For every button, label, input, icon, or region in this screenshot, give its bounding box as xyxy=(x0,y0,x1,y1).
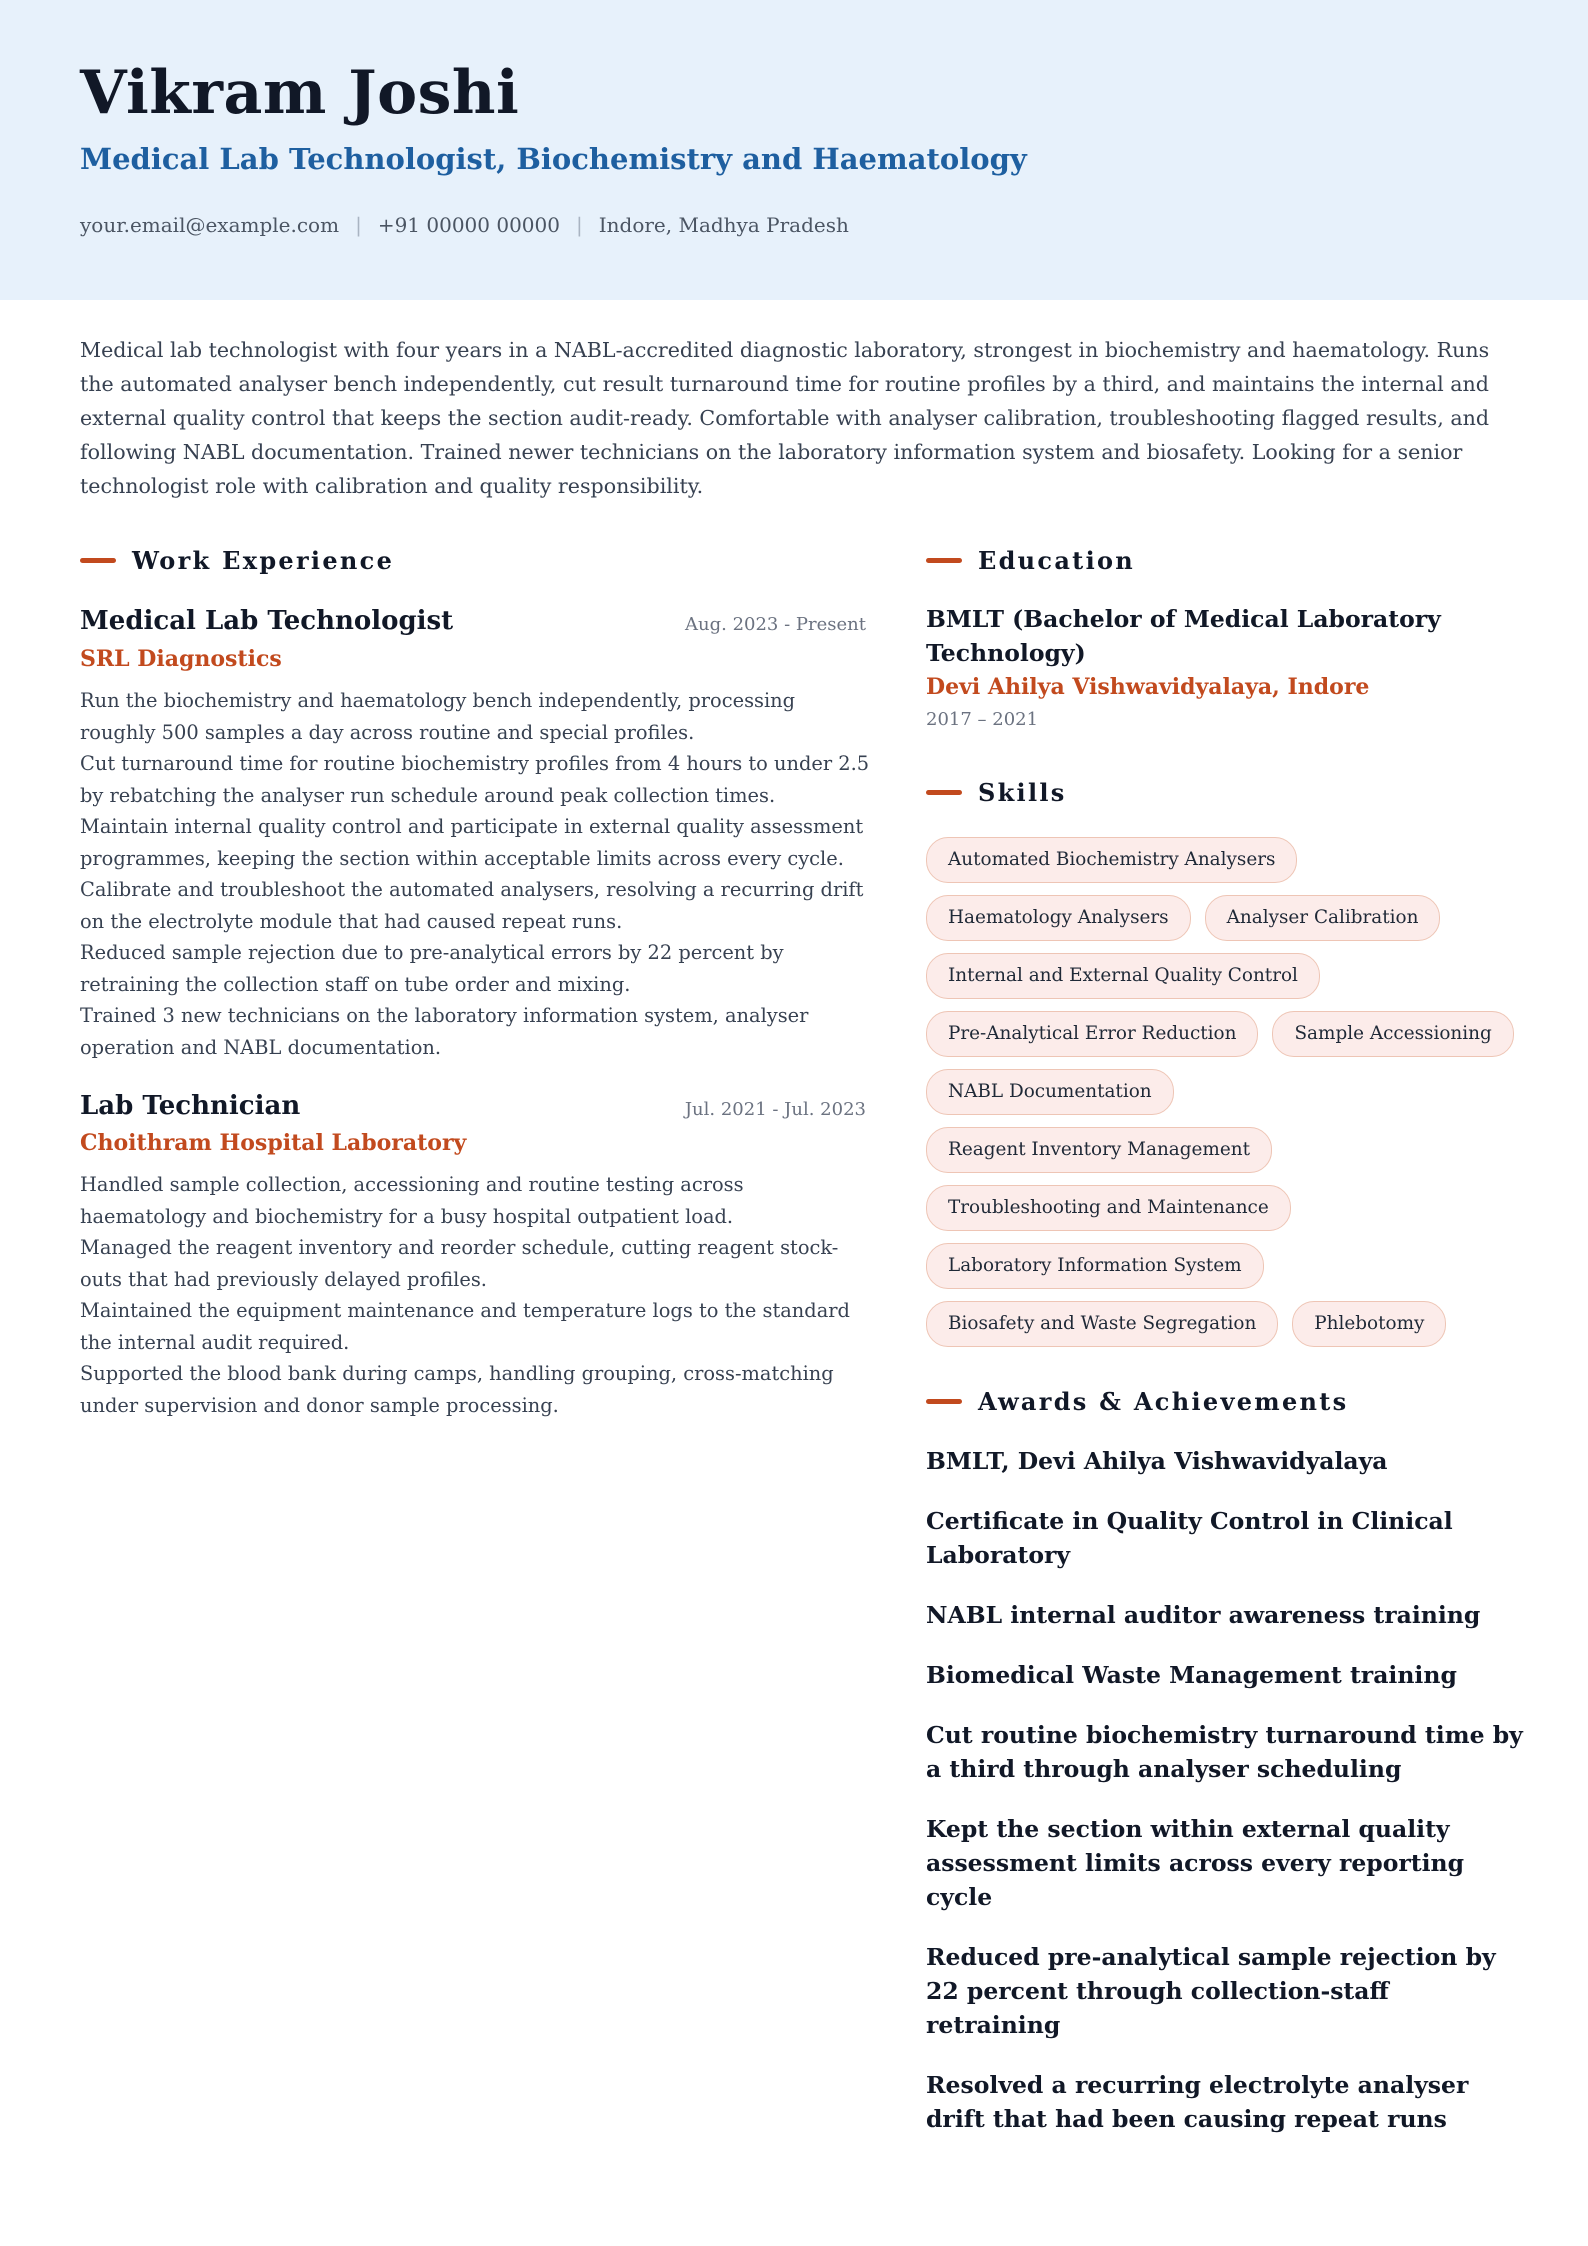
job-bullet: Maintained the equipment maintenance and temperature logs to the standard the internal audit required. xyxy=(80,1299,850,1354)
section-awards xyxy=(926,1387,1348,1416)
job-bullet: Cut turnaround time for routine biochemistry profiles from 4 hours to under 2.5 by rebatching the analyser run schedule around peak collection times. xyxy=(80,752,870,807)
section-accent-bar xyxy=(926,790,962,795)
job-bullet: Trained 3 new technicians on the laboratory information system, analyser operation and NABL documentation. xyxy=(80,1004,809,1059)
skill-chip: Internal and External Quality Control xyxy=(926,953,1320,999)
job-title: Lab Technician xyxy=(80,1091,301,1121)
award-item: Reduced pre-analytical sample rejection by 22 percent through collection-staff retraining xyxy=(926,1943,1496,2039)
award-item: Certificate in Quality Control in Clinical Laboratory xyxy=(926,1507,1453,1569)
contact-separator: | xyxy=(355,213,362,237)
job-title: Medical Lab Technologist xyxy=(80,606,454,636)
resume-header xyxy=(0,0,1588,300)
skill-chip: Analyser Calibration xyxy=(1205,895,1441,941)
education-degree: BMLT (Bachelor of Medical Laboratory Technology) xyxy=(926,605,1441,667)
award-item: NABL internal auditor awareness training xyxy=(926,1601,1481,1629)
profile-summary: Medical lab technologist with four years in a NABL-accredited diagnostic laboratory, strongest in biochemistry and haematology. Runs the automated analyser bench independently, cut result turnaround time for routine profiles by a third, and maintains the internal and external quality control that keeps the section audit-ready. Comfortable with analyser calibration, troubleshooting flagged results, and following NABL documentation. Trained newer technicians on the laboratory information system and biosafety. Looking for a senior technologist role with calibration and quality responsibility. xyxy=(80,338,1490,498)
award-item: Resolved a recurring electrolyte analyser drift that had been causing repeat runs xyxy=(926,2071,1469,2133)
skills-list xyxy=(926,837,1516,1359)
job-bullet: Run the biochemistry and haematology bench independently, processing roughly 500 samples a day across routine and special profiles. xyxy=(80,689,796,744)
job-bullet: Calibrate and troubleshoot the automated analysers, resolving a recurring drift on the electrolyte module that had caused repeat runs. xyxy=(80,878,864,933)
section-accent-bar xyxy=(80,558,116,563)
skill-chip: Automated Biochemistry Analysers xyxy=(926,837,1297,883)
section-skills xyxy=(926,778,1067,807)
skill-chip: Pre-Analytical Error Reduction xyxy=(926,1011,1258,1057)
section-work-experience xyxy=(80,546,394,575)
job-dates: Aug. 2023 - Present xyxy=(685,614,866,635)
job-bullet: Managed the reagent inventory and reorder schedule, cutting reagent stock-outs that had previously delayed profiles. xyxy=(80,1236,839,1291)
education-dates: 2017 – 2021 xyxy=(926,709,1039,730)
candidate-headline: Medical Lab Technologist, Biochemistry and Haematology xyxy=(80,142,1027,176)
contact-email[interactable]: your.email@example.com xyxy=(80,213,340,237)
job-bullet: Reduced sample rejection due to pre-analytical errors by 22 percent by retraining the collection staff on tube order and mixing. xyxy=(80,941,784,996)
skill-chip: Biosafety and Waste Segregation xyxy=(926,1301,1278,1347)
contact-line xyxy=(80,213,849,237)
award-item: Cut routine biochemistry turnaround time by a third through analyser scheduling xyxy=(926,1721,1523,1783)
job-dates: Jul. 2021 - Jul. 2023 xyxy=(684,1099,866,1120)
section-education xyxy=(926,546,1135,575)
award-item: BMLT, Devi Ahilya Vishwavidyalaya xyxy=(926,1447,1388,1475)
job-bullet: Handled sample collection, accessioning and routine testing across haematology and biochemistry for a busy hospital outpatient load. xyxy=(80,1173,744,1228)
job-bullets xyxy=(80,685,870,1063)
award-item: Kept the section within external quality assessment limits across every reporting cycle xyxy=(926,1815,1465,1911)
section-title: Work Experience xyxy=(132,546,395,575)
section-accent-bar xyxy=(926,1399,962,1404)
section-accent-bar xyxy=(926,558,962,563)
candidate-name: Vikram Joshi xyxy=(80,58,520,128)
contact-phone[interactable]: +91 00000 00000 xyxy=(377,213,560,237)
contact-location: Indore, Madhya Pradesh xyxy=(598,213,849,237)
job-bullets xyxy=(80,1169,870,1421)
section-title: Skills xyxy=(978,778,1067,807)
job-company: SRL Diagnostics xyxy=(80,646,282,672)
job-bullet: Supported the blood bank during camps, handling grouping, cross-matching under supervision and donor sample processing. xyxy=(80,1362,834,1417)
job-company: Choithram Hospital Laboratory xyxy=(80,1130,467,1156)
skill-chip: Haematology Analysers xyxy=(926,895,1191,941)
skill-chip: Troubleshooting and Maintenance xyxy=(926,1185,1291,1231)
section-title: Education xyxy=(978,546,1136,575)
skill-chip: Phlebotomy xyxy=(1292,1301,1446,1347)
awards-list xyxy=(926,1444,1526,2162)
job-bullet: Maintain internal quality control and participate in external quality assessment programmes, keeping the section within acceptable limits across every cycle. xyxy=(80,815,864,870)
skill-chip: NABL Documentation xyxy=(926,1069,1174,1115)
skill-chip: Laboratory Information System xyxy=(926,1243,1264,1289)
award-item: Biomedical Waste Management training xyxy=(926,1661,1457,1689)
skill-chip: Reagent Inventory Management xyxy=(926,1127,1272,1173)
skill-chip: Sample Accessioning xyxy=(1272,1011,1513,1057)
contact-separator: | xyxy=(575,213,583,237)
section-title: Awards & Achievements xyxy=(978,1387,1349,1416)
education-school: Devi Ahilya Vishwavidyalaya, Indore xyxy=(926,674,1370,700)
